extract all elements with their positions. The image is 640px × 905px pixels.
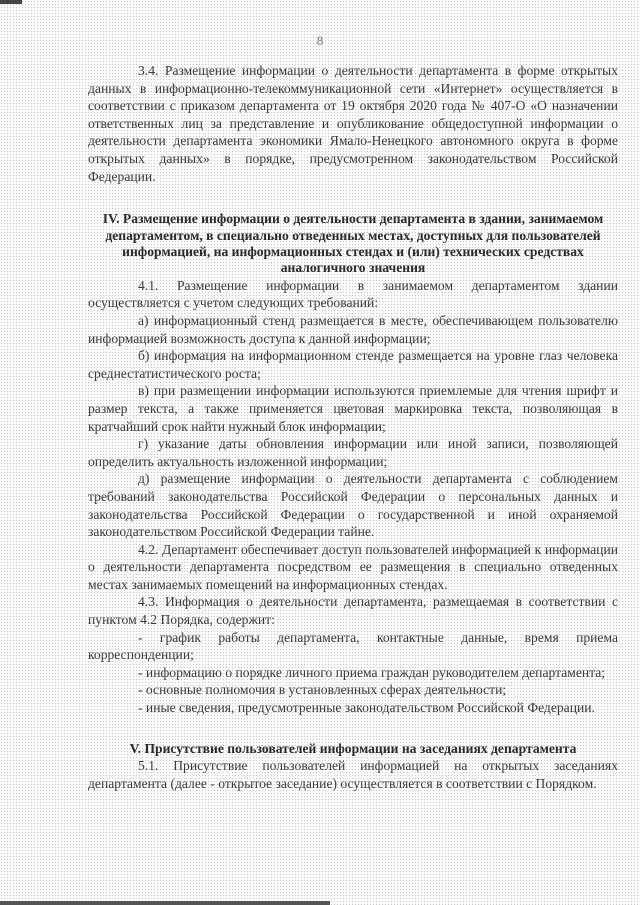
scan-artifact (0, 0, 22, 4)
paragraph: б) информация на информационном стенде размещается на уровне глаз человека среднестатистического роста; (88, 348, 618, 381)
paragraph: д) размещение информации о деятельности департамента с соблюдением требований законодательства Российской Федерации о персональных данных и законодательства Российской Федерации о государственной и иной охраняемой законодательством Российской Федерации тайне. (88, 471, 618, 540)
paragraph: а) информационный стенд размещается в месте, обеспечивающем пользователю информацией возможность доступа к данной информации; (88, 312, 618, 346)
paragraph: 4.1. Размещение информации в занимаемом департаментом здании осуществляется с учетом следующих требований: (88, 277, 618, 311)
scan-artifact (0, 901, 330, 905)
paragraph-3-4: 3.4. Размещение информации о деятельности департамента в форме открытых данных в информационно-телекоммуникационной сети «Интернет» осуществляется в соответствии с приказом департамента от 19 октября 2020 года № 407-О «О назначении ответственных лиц за представление и опубликование общедоступной информации о деятельности департамента экономики Ямало-Ненецкого автономного округа в форме открытых данных» в порядке, предусмотренном законодательством Российской Федерации. (88, 63, 618, 184)
section-4-heading: IV. Размещение информации о деятельности департамента в здании, занимаемом департаментом, в специально отведенных местах, доступных для пользователей информацией, на информационных стендах и (или) технических средствах аналогичного значения (102, 211, 604, 276)
document-body (88, 62, 618, 792)
list-item: - график работы департамента, контактные данные, время приема корреспонденции; (88, 629, 618, 663)
paragraph: г) указание даты обновления информации или иной записи, позволяющей определить актуальность изложенной информации; (88, 436, 618, 469)
paragraph: в) при размещении информации используются приемлемые для чтения шрифт и размер текста, а также применяется цветовая маркировка текста, позволяющая в кратчайший срок найти нужный блок информации; (88, 383, 618, 434)
section-5-heading: V. Присутствие пользователей информации на заседаниях департамента (129, 740, 577, 756)
list-item: - информацию о порядке личного приема граждан руководителем департамента; (138, 664, 606, 680)
paragraph-5-1: 5.1. Присутствие пользователей информацией на открытых заседаниях департамента (далее - открытое заседание) осуществляется в соответствии с Порядком. (88, 758, 618, 791)
paragraph: 4.3. Информация о деятельности департамента, размещаемая в соответствии с пунктом 4.2 Порядка, содержит: (88, 594, 618, 628)
list-item: - основные полномочия в установленных сферах деятельности; (138, 682, 507, 698)
paragraph: 4.2. Департамент обеспечивает доступ пользователей информацией к информации о деятельности департамента посредством ее размещения в специально отведенных местах занимаемых помещений на информационных стендах. (88, 541, 618, 592)
list-item: - иные сведения, предусмотренные законодательством Российской Федерации. (138, 700, 595, 716)
page-number: 8 (316, 33, 324, 48)
